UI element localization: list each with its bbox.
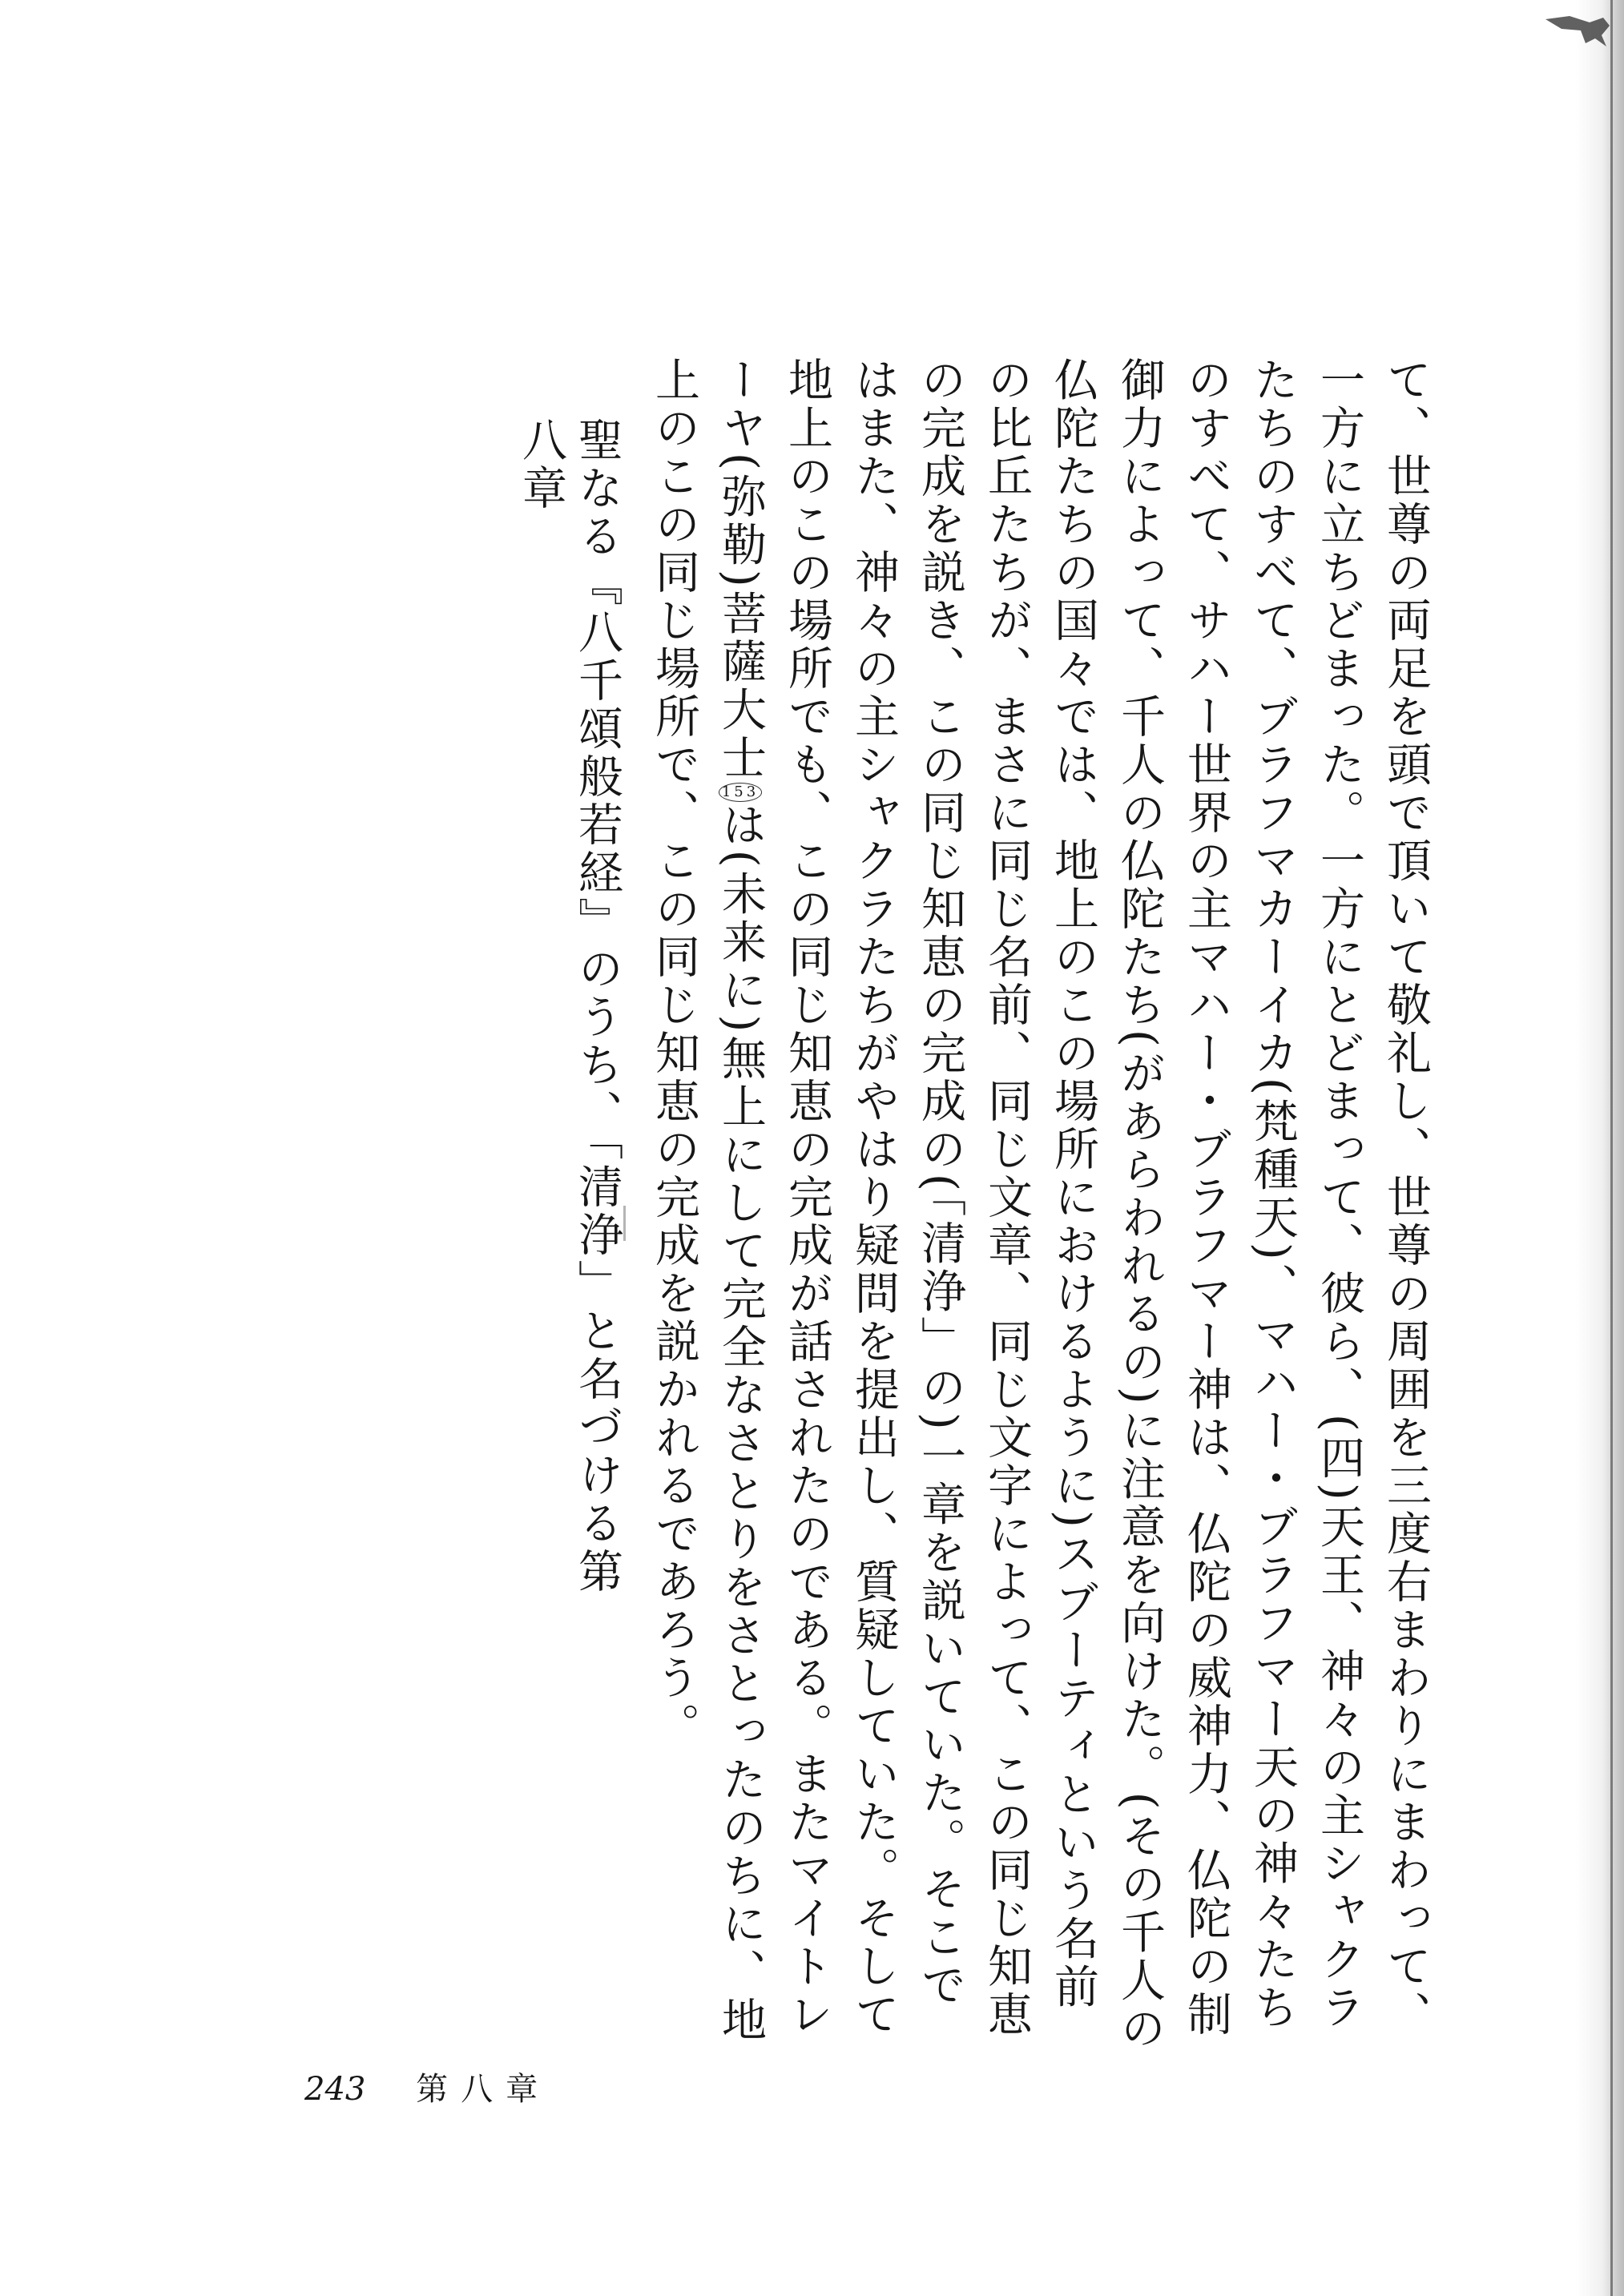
running-head: 第八章 xyxy=(416,2071,551,2108)
scan-speck xyxy=(623,1206,626,1241)
binding-edge-line xyxy=(1610,0,1613,2296)
binding-edge-shadow xyxy=(1576,0,1624,2296)
page-footer xyxy=(304,2064,550,2109)
body-text xyxy=(641,356,1439,2055)
page-number: 243 xyxy=(304,2071,366,2108)
note-marker: 153 xyxy=(719,783,762,802)
body-paragraph: て、世尊の両足を頭で頂いて敬礼し、世尊の周囲を三度右まわりにまわって、一方に立ちどまった。一方にとどまって、彼ら、(四)天王、神々の主シャクラたちのすべて、ブラフマカーイカ(梵種天)、マハー・ブラフマー天の神々たちのすべて、サハー世界の主マハー・ブラフマー神は、仏陀の威神力、仏陀の制御力によって、千人の仏陀たち(があらわれるの)に注意を向けた。(その千人の仏陀たちの国々では、地上のこの場所におけるように)スブーティという名前の比丘たちが、まさに同じ名前、同じ文章、同じ文字によって、この同じ知恵の完成を説き、この同じ知恵の完成の(「清浄」の)一章を説いていた。そこではまた、神々の主シャクラたちがやはり疑問を提出し、質疑していた。そして地上のこの場所でも、この同じ知恵の完成が話されたのである。またマイトレーヤ(弥勒)菩薩大士153は(未来に)無上にして完全なさとりをさとったのちに、地上のこの同じ場所で、この同じ知恵の完成を説かれるであろう。 xyxy=(648,356,1432,2053)
chapter-colophon-heading: 聖なる『八千頌般若経』のうち、「清浄」と名づける第八章 xyxy=(515,417,623,1596)
scan-corner-mark xyxy=(1545,14,1610,46)
